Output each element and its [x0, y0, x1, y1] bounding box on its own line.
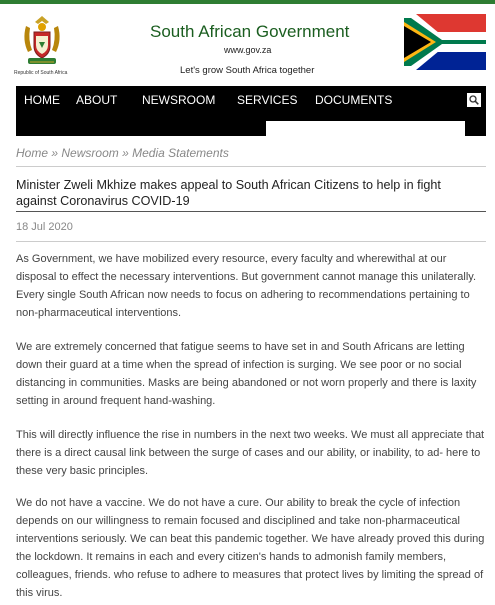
search-icon [469, 95, 479, 105]
article-paragraph: This will directly influence the rise in numbers in the next two weeks. We must all appreciate that there is a direct causal link between the surge of cases and our ability, or inability, to ad- here to these very basic principles. [16, 429, 485, 477]
site-title[interactable]: South African Government [150, 22, 350, 41]
divider [16, 241, 486, 242]
nav-newsroom[interactable]: NEWSROOM [142, 93, 216, 107]
breadcrumb-separator: » [122, 146, 129, 160]
south-africa-flag-icon [404, 14, 486, 70]
nav-home[interactable]: HOME [24, 93, 60, 107]
divider [16, 166, 486, 167]
article-paragraph: We do not have a vaccine. We do not have a cure. Our ability to break the cycle of infection depends on our willingness to remain focused and disciplined and take non-pharmaceutical interventions seriously. We can beat this pandemic together. We have already proved this during the lockdown. It remains in each and every citizen's hands to admonish family members, colleagues, friends. who refuse to adhere to measures that protect lives by limiting the spread of this virus. [16, 497, 485, 599]
site-tagline: Let's grow South Africa together [180, 65, 315, 76]
breadcrumb [16, 146, 229, 160]
search-button[interactable] [467, 93, 481, 107]
emblem-caption: Republic of South Africa [14, 70, 68, 76]
nav-documents[interactable]: DOCUMENTS [315, 93, 393, 107]
breadcrumb-media-statements-link[interactable]: Media Statements [132, 146, 229, 160]
site-url: www.gov.za [224, 45, 272, 55]
nav-services[interactable]: SERVICES [237, 93, 298, 107]
nav-about[interactable]: ABOUT [76, 93, 118, 107]
site-header [0, 4, 495, 84]
search-input[interactable] [266, 121, 465, 136]
main-nav [16, 86, 486, 136]
breadcrumb-home-link[interactable]: Home [16, 146, 49, 160]
article-title: Minister Zweli Mkhize makes appeal to South African Citizens to help in fight against Coronavirus COVID-19 [16, 178, 441, 208]
breadcrumb-newsroom-link[interactable]: Newsroom [61, 146, 119, 160]
article-paragraph: As Government, we have mobilized every resource, every faculty and wherewithal at our disposal to effect the necessary interventions. But government cannot manage this unilaterally. Every single South African now needs to focus on adhering to recommendations pertaining to non-pharmaceutical interventions. [16, 253, 477, 319]
article-date: 18 Jul 2020 [16, 221, 73, 233]
article-paragraph: We are extremely concerned that fatigue seems to have set in and South Africans are letting down their guard at a time when the spread of infection is surging. We see poor or no social distancing in communities. Masks are being abandoned or not worn properly and there is laxity setting in around frequent hand-washing. [16, 341, 477, 407]
title-divider [16, 211, 486, 212]
breadcrumb-separator: » [51, 146, 59, 160]
